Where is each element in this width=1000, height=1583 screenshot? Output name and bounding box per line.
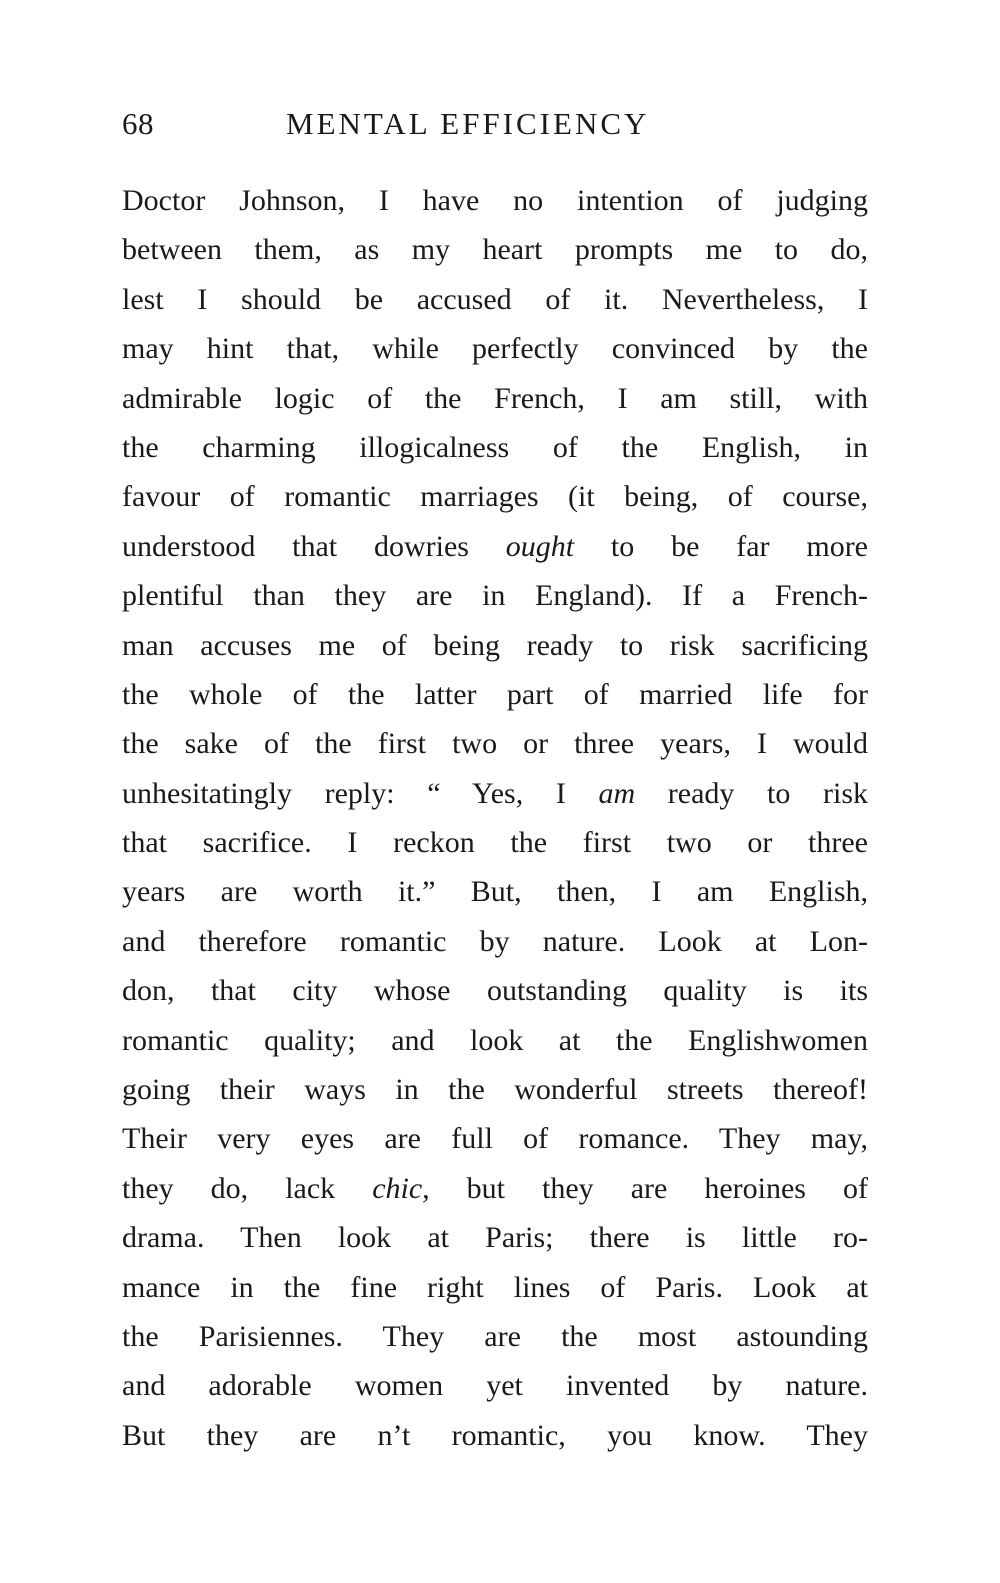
text-line — [122, 522, 868, 571]
line-segment: they do, lack — [122, 1171, 373, 1205]
text-line: admirable logic of the French, I am still, with — [122, 381, 868, 415]
text-line: the sake of the first two or three years, I would — [122, 727, 868, 761]
text-line: Their very eyes are full of romance. They may, — [122, 1122, 868, 1156]
italic-word: ought — [505, 529, 575, 563]
text-line: But they are n’t romantic, you know. They — [122, 1418, 868, 1452]
line-segment: ready to risk — [635, 776, 868, 810]
line-segment: understood that dowries — [122, 529, 506, 563]
running-head — [122, 106, 868, 156]
text-line: may hint that, while perfectly convinced by the — [122, 332, 868, 366]
text-line: mance in the fine right lines of Paris. Look at — [122, 1270, 868, 1304]
running-title: MENTAL EFFICIENCY — [286, 106, 650, 141]
text-line: plentiful than they are in England). If a French- — [122, 579, 868, 613]
text-line: between them, as my heart prompts me to do, — [122, 233, 868, 267]
body-text — [122, 176, 868, 1460]
page-number: 68 — [122, 106, 154, 141]
text-line: the charming illogicalness of the English, in — [122, 430, 868, 464]
text-line: years are worth it.” But, then, I am English, — [122, 875, 868, 909]
text-line — [122, 769, 868, 818]
text-line: Doctor Johnson, I have no intention of judging — [122, 184, 868, 217]
line-segment: to be far more — [574, 529, 868, 563]
text-line: the Parisiennes. They are the most astounding — [122, 1319, 868, 1353]
text-line: and adorable women yet invented by nature. — [122, 1369, 868, 1403]
text-line: favour of romantic marriages (it being, of course, — [122, 480, 868, 514]
text-line: the whole of the latter part of married life for — [122, 677, 868, 711]
text-line: going their ways in the wonderful streets thereof! — [122, 1073, 868, 1107]
italic-word: chic, — [372, 1171, 430, 1205]
italic-word: am — [598, 776, 636, 810]
text-line: that sacrifice. I reckon the first two or three — [122, 826, 868, 860]
line-segment: unhesitatingly reply: “ Yes, I — [122, 776, 599, 810]
text-line: man accuses me of being ready to risk sacrificing — [122, 628, 868, 662]
text-line: don, that city whose outstanding quality is its — [122, 974, 868, 1008]
text-line: lest I should be accused of it. Nevertheless, I — [122, 282, 868, 316]
line-segment: but they are heroines of — [429, 1171, 868, 1205]
text-line: romantic quality; and look at the Englishwomen — [122, 1023, 868, 1057]
text-line — [122, 1164, 868, 1213]
text-line: drama. Then look at Paris; there is little ro- — [122, 1221, 868, 1255]
text-line: and therefore romantic by nature. Look at Lon- — [122, 924, 868, 958]
